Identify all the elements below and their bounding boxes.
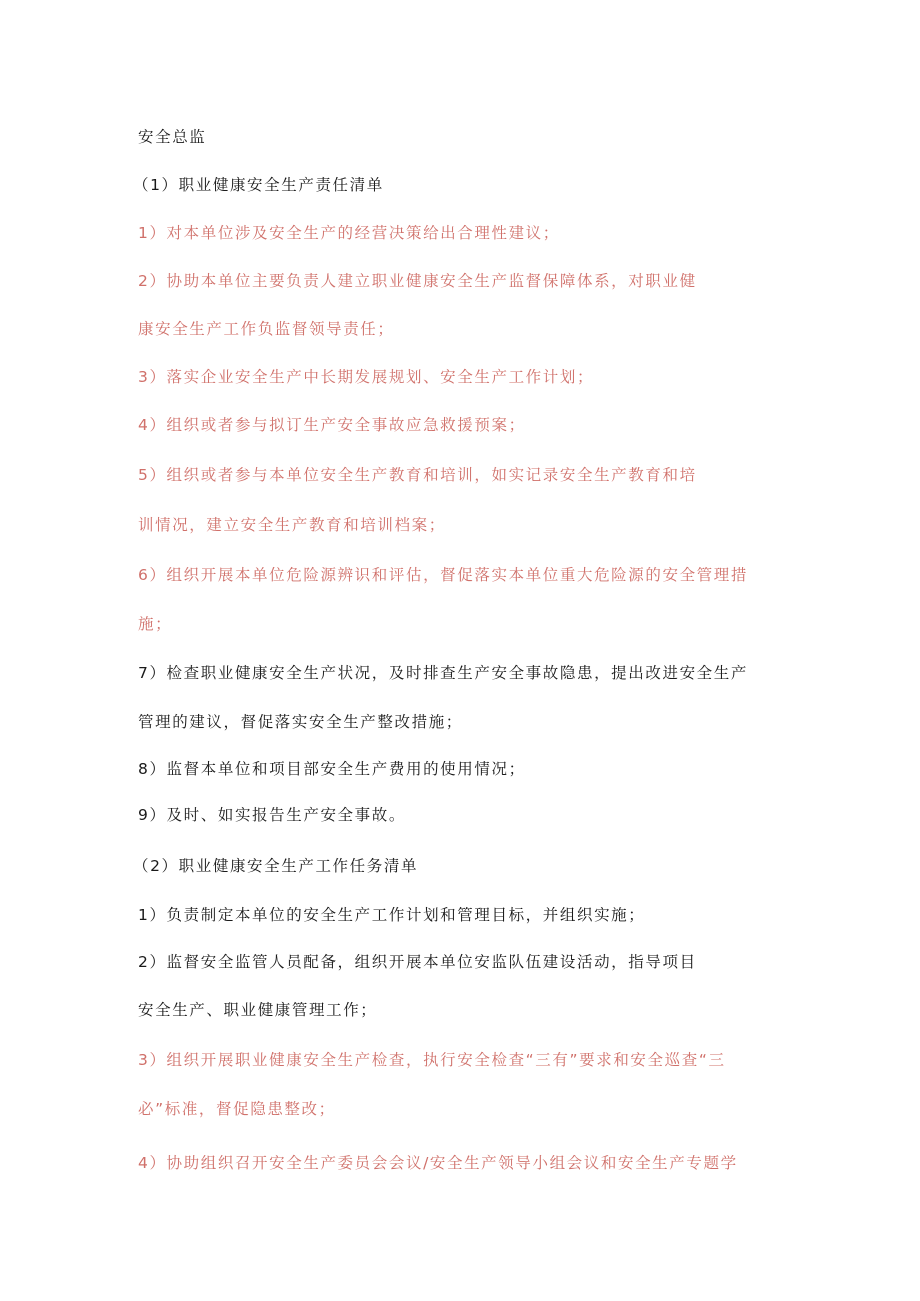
section1-item-7: 7）检查职业健康安全生产状况，及时排查生产安全事故隐患，提出改进安全生产 — [138, 664, 748, 682]
section2-item-4: 4）协助组织召开安全生产委员会会议/安全生产领导小组会议和安全生产专题学 — [138, 1154, 738, 1172]
section1-item-4: 4）组织或者参与拟订生产安全事故应急救援预案； — [138, 416, 526, 434]
section1-item-5: 5）组织或者参与本单位安全生产教育和培训，如实记录安全生产教育和培 — [138, 466, 697, 484]
document-title: 安全总监 — [138, 128, 207, 146]
section2-item-3-cont: 必”标准，督促隐患整改； — [138, 1100, 336, 1118]
section1-item-2: 2）协助本单位主要负责人建立职业健康安全生产监督保障体系，对职业健 — [138, 272, 697, 290]
section1-item-1: 1）对本单位涉及安全生产的经营决策给出合理性建议； — [138, 224, 560, 242]
section1-item-7-cont: 管理的建议，督促落实安全生产整改措施； — [138, 713, 463, 731]
section1-item-2-cont: 康安全生产工作负监督领导责任； — [138, 320, 395, 338]
section1-item-6-cont: 施； — [138, 615, 173, 633]
section2-heading: （2）职业健康安全生产工作任务清单 — [133, 857, 419, 875]
section1-item-5-cont: 训情况，建立安全生产教育和培训档案； — [138, 516, 446, 534]
section1-item-9: 9）及时、如实报告生产安全事故。 — [138, 806, 406, 824]
section2-item-3: 3）组织开展职业健康安全生产检查，执行安全检查“三有”要求和安全巡查“三 — [138, 1051, 726, 1069]
section2-item-2-cont: 安全生产、职业健康管理工作； — [138, 1001, 378, 1019]
section1-heading: （1）职业健康安全生产责任清单 — [133, 176, 384, 194]
section2-item-1: 1）负责制定本单位的安全生产工作计划和管理目标，并组织实施； — [138, 906, 646, 924]
section1-item-8: 8）监督本单位和项目部安全生产费用的使用情况； — [138, 760, 526, 778]
section2-item-2: 2）监督安全监管人员配备，组织开展本单位安监队伍建设活动，指导项目 — [138, 953, 697, 971]
section1-item-6: 6）组织开展本单位危险源辨识和评估，督促落实本单位重大危险源的安全管理措 — [138, 566, 748, 584]
section1-item-3: 3）落实企业安全生产中长期发展规划、安全生产工作计划； — [138, 368, 595, 386]
